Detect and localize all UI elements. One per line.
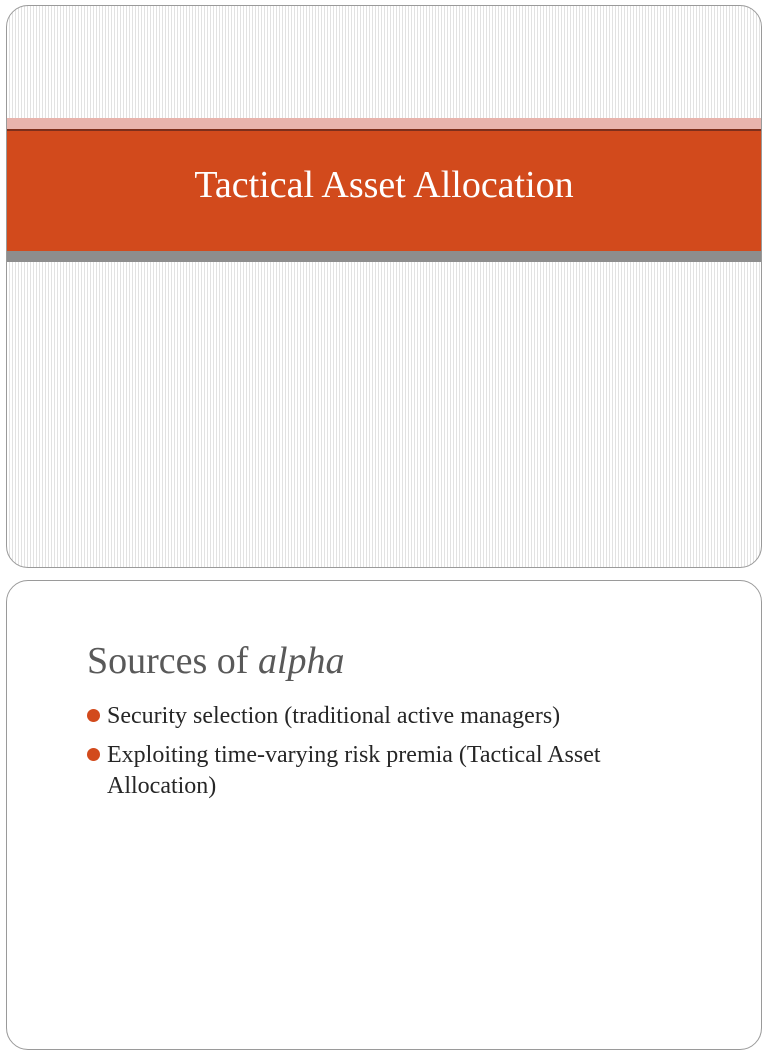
bullet-dot-icon bbox=[87, 748, 100, 761]
slide-heading bbox=[87, 641, 345, 683]
heading-emphasis: alpha bbox=[257, 640, 345, 682]
title-band-top-stripe bbox=[7, 118, 761, 129]
bullet-dot-icon bbox=[87, 709, 100, 722]
bullet-text: Exploiting time-varying risk premia (Tactical Asset Allocation) bbox=[107, 742, 601, 799]
bullet-list bbox=[85, 701, 705, 810]
slide-title: Tactical Asset Allocation bbox=[194, 164, 574, 206]
title-band bbox=[7, 131, 761, 251]
bullet-item bbox=[85, 740, 705, 802]
heading-text: Sources of bbox=[87, 640, 258, 682]
title-band-bottom-stripe bbox=[7, 251, 761, 262]
content-slide bbox=[6, 580, 762, 1050]
title-slide bbox=[6, 5, 762, 568]
bullet-item bbox=[85, 701, 705, 732]
bullet-text: Security selection (traditional active managers) bbox=[107, 703, 561, 729]
